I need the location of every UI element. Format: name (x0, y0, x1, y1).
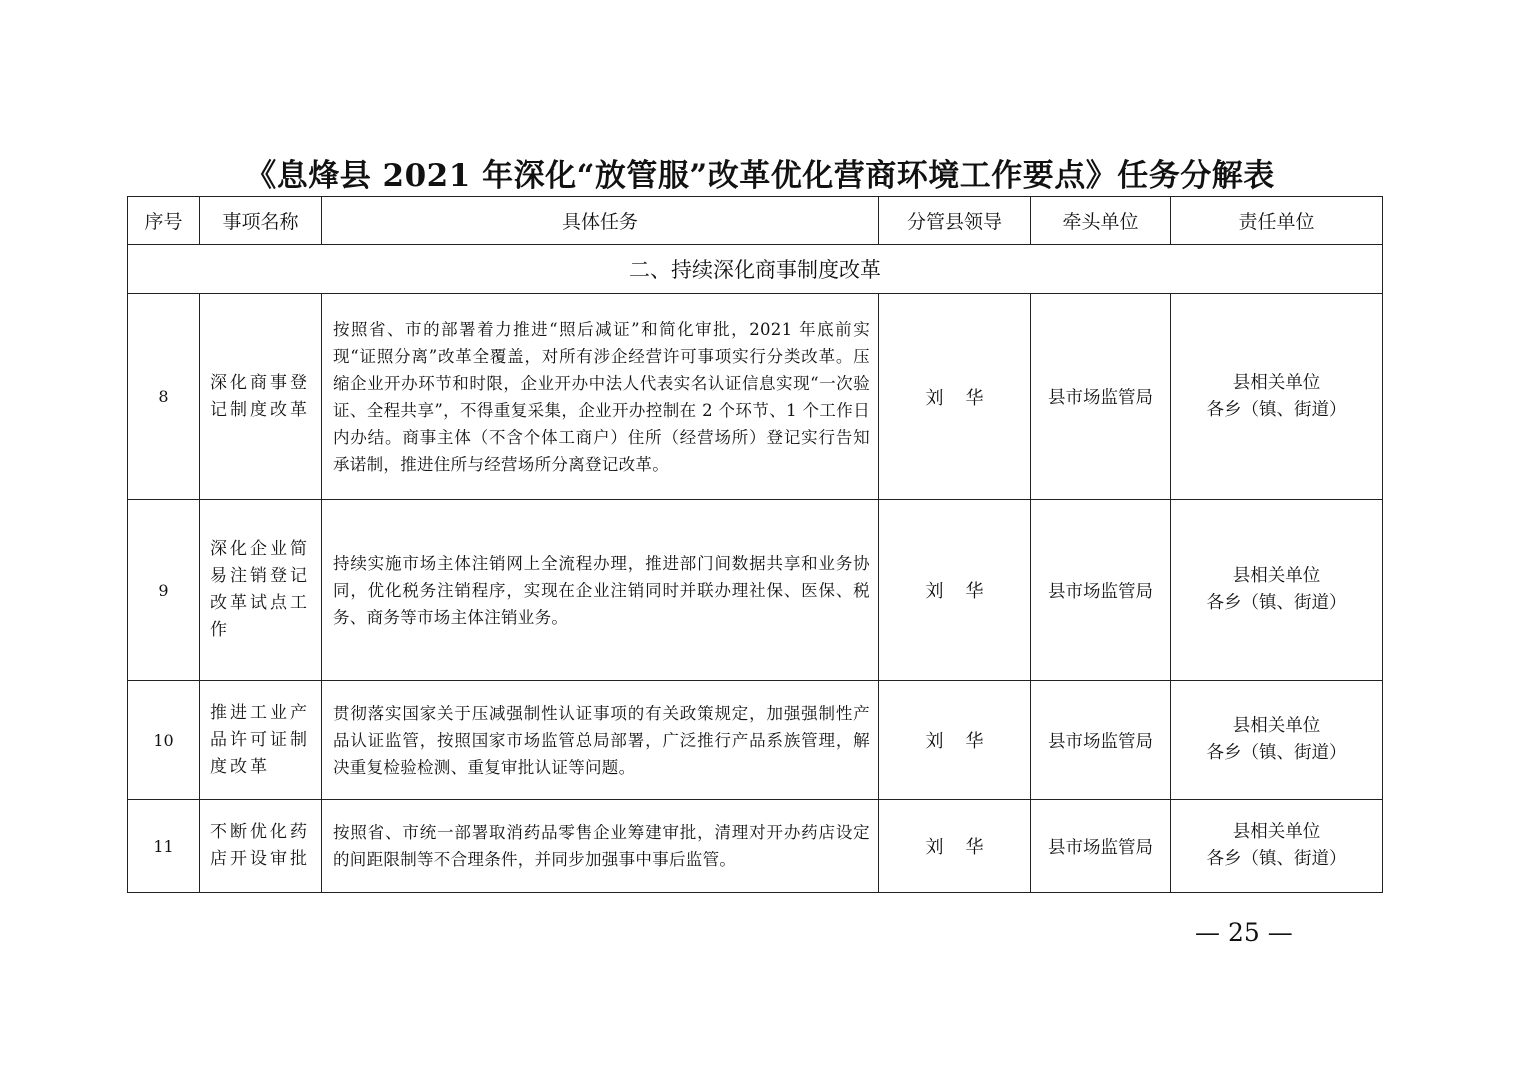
document-title: 《息烽县 2021 年深化“放管服”改革优化营商环境工作要点》任务分解表 (245, 158, 1275, 194)
section-heading: 二、持续深化商事制度改革 (128, 245, 1383, 294)
header-item: 事项名称 (200, 197, 322, 245)
responsible-unit-line-1: 县相关单位 (1232, 566, 1321, 586)
task-description: 按照省、市统一部署取消药品零售企业筹建审批，清理对开办药店设定的间距限制等不合理条件，并同步加强事中事后监管。 (322, 800, 879, 893)
responsible-units (1171, 681, 1383, 800)
header-resp-unit: 责任单位 (1171, 197, 1383, 245)
responsible-units (1171, 500, 1383, 681)
task-table (127, 196, 1383, 893)
responsible-unit-line-1: 县相关单位 (1232, 372, 1321, 393)
row-number: 11 (128, 800, 200, 893)
table-row (128, 294, 1383, 500)
section-row (128, 245, 1383, 294)
task-description: 按照省、市的部署着力推进“照后减证”和简化审批，2021 年底前实现“证照分离”改革全覆盖，对所有涉企经营许可事项实行分类改革。压缩企业开办环节和时限，企业开办中法人代表实名认证信息实现“一次验证、全程共享”，不得重复采集，企业开办控制在 2 个环节、1 个工作日内办结。商事主体（不含个体工商户）住所（经营场所）登记实行告知承诺制，推进住所与经营场所分离登记改革。 (322, 294, 879, 500)
lead-unit: 县市场监管局 (1031, 681, 1171, 800)
task-description: 贯彻落实国家关于压减强制性认证事项的有关政策规定，加强强制性产品认证监管，按照国家市场监管总局部署，广泛推行产品系族管理，解决重复检验检测、重复审批认证等问题。 (322, 681, 879, 800)
leader-given-name: 华 (965, 387, 984, 409)
lead-unit: 县市场监管局 (1031, 294, 1171, 500)
leader-name (879, 294, 1031, 500)
leader-surname: 刘 (925, 837, 944, 858)
leader-name (879, 500, 1031, 681)
leader-name (879, 681, 1031, 800)
row-number: 9 (128, 500, 200, 681)
page-number: — 25 — (1195, 918, 1293, 947)
responsible-unit-line-2: 各乡（镇、街道） (1206, 849, 1347, 869)
leader-surname: 刘 (925, 387, 944, 409)
task-description: 持续实施市场主体注销网上全流程办理，推进部门间数据共享和业务协同，优化税务注销程序，实现在企业注销同时并联办理社保、医保、税务、商务等市场主体注销业务。 (322, 500, 879, 681)
table-row (128, 500, 1383, 681)
responsible-unit-line-2: 各乡（镇、街道） (1206, 743, 1347, 763)
header-leader: 分管县领导 (879, 197, 1031, 245)
table-header-row (128, 197, 1383, 245)
leader-given-name: 华 (965, 837, 984, 858)
header-no: 序号 (128, 197, 200, 245)
header-lead-unit: 牵头单位 (1031, 197, 1171, 245)
row-number: 8 (128, 294, 200, 500)
item-name: 不断优化药店开设审批 (200, 800, 322, 893)
table-row (128, 800, 1383, 893)
leader-surname: 刘 (925, 731, 944, 752)
leader-given-name: 华 (965, 581, 984, 602)
leader-name (879, 800, 1031, 893)
responsible-unit-line-2: 各乡（镇、街道） (1206, 593, 1347, 613)
row-number: 10 (128, 681, 200, 800)
table-row (128, 681, 1383, 800)
item-name: 推进工业产品许可证制度改革 (200, 681, 322, 800)
leader-surname: 刘 (925, 581, 944, 602)
responsible-unit-line-2: 各乡（镇、街道） (1206, 399, 1347, 420)
header-task: 具体任务 (322, 197, 879, 245)
item-name: 深化企业简易注销登记改革试点工作 (200, 500, 322, 681)
lead-unit: 县市场监管局 (1031, 500, 1171, 681)
responsible-units (1171, 294, 1383, 500)
responsible-unit-line-1: 县相关单位 (1232, 716, 1321, 736)
item-name: 深化商事登记制度改革 (200, 294, 322, 500)
leader-given-name: 华 (965, 731, 984, 752)
responsible-unit-line-1: 县相关单位 (1232, 822, 1321, 842)
responsible-units (1171, 800, 1383, 893)
lead-unit: 县市场监管局 (1031, 800, 1171, 893)
